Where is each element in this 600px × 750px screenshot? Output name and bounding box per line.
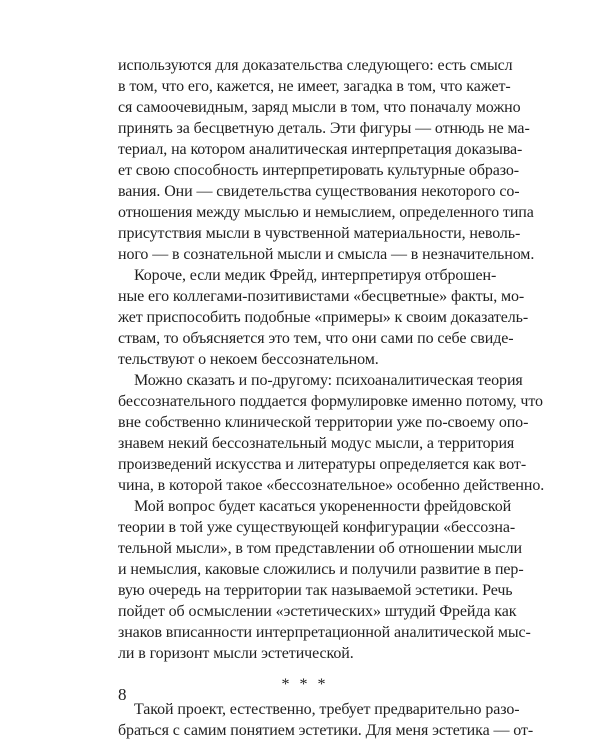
text-line: принять за бесцветную деталь. Эти фигуры — отнюдь не ма- <box>118 120 530 137</box>
text-line: Короче, если медик Фрейд, интерпретируя отброшен- <box>134 267 497 284</box>
text-line: в том, что его, кажется, не имеет, загадка в том, что кажет- <box>118 78 511 95</box>
text-line: тельной мысли», в том представлении об отношении мысли <box>118 540 522 557</box>
text-line: знавем некий бессознательный модус мысли, а территория <box>118 435 515 452</box>
text-line: пойдет об осмыслении «эстетических» штудий Фрейда как <box>118 603 517 620</box>
text-line: Такой проект, естественно, требует предварительно разо- <box>134 701 520 718</box>
text-line: ствам, то объясняется это тем, что они сами по себе свиде- <box>118 330 514 347</box>
text-line: отношения между мыслью и немыслием, определенного типа <box>118 204 534 221</box>
text-line: Мой вопрос будет касаться укорененности фрейдовской <box>134 498 512 515</box>
text-line: бессознательного поддается формулировке именно потому, что <box>118 393 543 410</box>
paragraph-3 <box>118 370 545 496</box>
text-line: вне собственно клинической территории уже по-своему опо- <box>118 414 529 431</box>
text-line: ного — в сознательной мысли и смысла — в незначительном. <box>118 246 535 263</box>
text-line: ли в горизонт мысли эстетической. <box>118 645 354 662</box>
text-line: териал, на котором аналитическая интерпретация доказыва- <box>118 141 523 158</box>
text-line: вую очередь на территории так называемой эстетики. Речь <box>118 582 513 599</box>
text-line: ет свою способность интерпретировать культурные образо- <box>118 162 520 179</box>
text-line: ные его коллегами-позитивистами «бесцветные» факты, мо- <box>118 288 525 305</box>
paragraph-5 <box>118 699 534 741</box>
text-line: вания. Они — свидетельства существования некоторого со- <box>118 183 520 200</box>
text-line: жет приспособить подобные «примеры» к своим доказатель- <box>118 309 529 326</box>
paragraph-2 <box>118 265 529 370</box>
text-line: тельствуют о некоем бессознательном. <box>118 351 379 368</box>
paragraph-4 <box>118 496 531 664</box>
page-number: 8 <box>118 685 127 704</box>
text-line: присутствия мысли в чувственной материальности, неволь- <box>118 225 521 242</box>
text-line: знаков вписанности интерпретационной аналитической мыс- <box>118 624 531 641</box>
text-line: и немыслия, каковые сложились и получили развитие в пер- <box>118 561 524 578</box>
text-line: браться с самим понятием эстетики. Для меня эстетика — от- <box>118 722 534 739</box>
text-line: чина, в которой такое «бессознательное» особенно действенно. <box>118 477 545 494</box>
body-text <box>118 55 545 741</box>
paragraph-1 <box>118 55 535 265</box>
text-line: теории в той уже существующей конфигурации «бессозна- <box>118 519 516 536</box>
text-line: произведений искусства и литературы определяется как вот- <box>118 456 527 473</box>
text-line: Можно сказать и по-другому: психоаналитическая теория <box>134 372 523 389</box>
text-line: ся самоочевидным, заряд мысли в том, что поначалу можно <box>118 99 521 116</box>
section-separator: * * * <box>281 676 329 693</box>
text-line: используются для доказательства следующего: есть смысл <box>118 57 513 74</box>
